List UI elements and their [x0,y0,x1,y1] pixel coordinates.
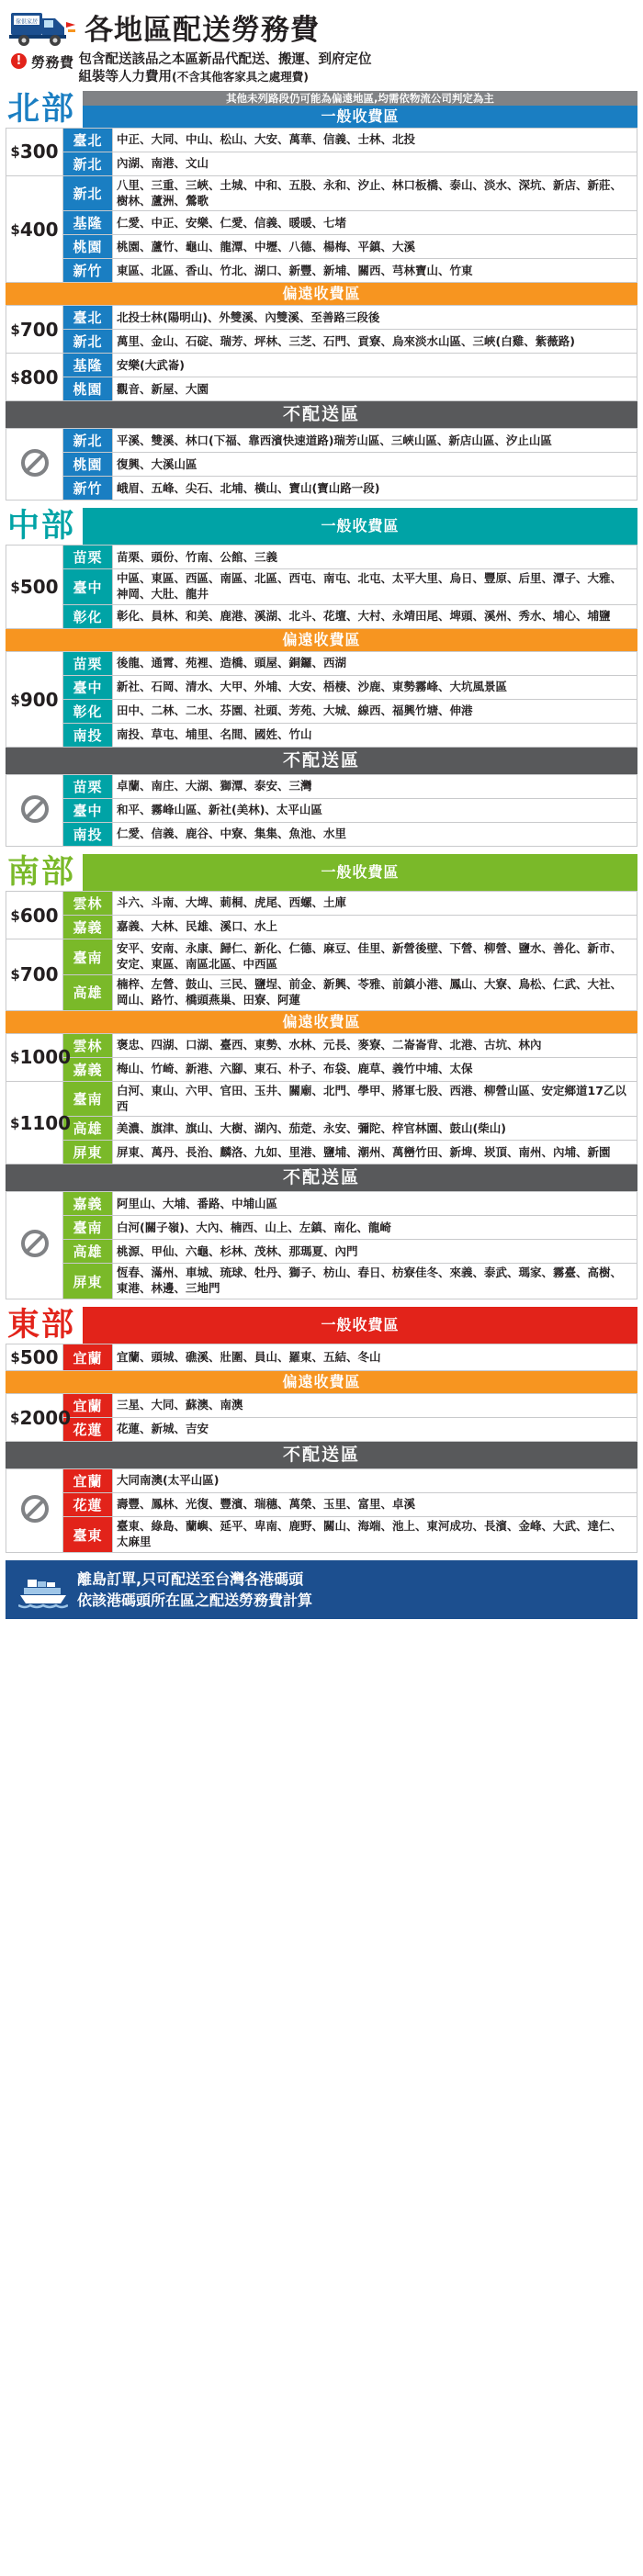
city-cell: 苗栗 [63,652,113,676]
city-cell: 新北 [63,330,113,354]
region-central [6,508,637,847]
areas-cell: 北投士林(陽明山)、外雙溪、內雙溪、至善路三段後 [113,306,637,330]
region-south-name: 南部 [7,854,76,892]
table-row [6,1517,637,1553]
table-row [6,429,637,453]
table-row [6,892,637,916]
city-cell: 桃園 [63,453,113,477]
city-cell: 臺南 [63,1216,113,1240]
table-row [6,775,637,799]
table-row [6,676,637,700]
areas-cell: 白河、東山、六甲、官田、玉井、關廟、北門、學甲、將軍七股、西港、柳營山區、安定鄉道17乙以西 [113,1081,637,1117]
city-cell: 宜蘭 [63,1394,113,1418]
table-row [6,128,637,152]
region-north-head [6,91,637,128]
areas-cell: 新社、石岡、清水、大甲、外埔、大安、梧棲、沙鹿、東勢霧峰、大坑風景區 [113,676,637,700]
table-row [6,1216,637,1240]
table-row [6,235,637,259]
areas-cell: 臺東、綠島、蘭嶼、延平、卑南、鹿野、關山、海端、池上、東河成功、長濱、金峰、大武、達仁、太麻里 [113,1517,637,1553]
south-nodelivery-header: 不配送區 [6,1164,637,1191]
city-cell: 臺中 [63,676,113,700]
table-row [6,569,637,605]
areas-cell: 田中、二林、二水、芬園、社頭、芳苑、大城、線西、福興竹塘、伸港 [113,700,637,724]
city-cell: 臺中 [63,569,113,605]
table-row [6,823,637,847]
areas-cell: 恆春、滿州、車城、琉球、牡丹、獅子、枋山、春日、枋寮佳冬、來義、泰武、瑪家、霧臺、高樹、東港、林邊、三地門 [113,1264,637,1299]
no-delivery-icon [6,429,63,501]
areas-cell: 卓蘭、南庄、大湖、獅潭、泰安、三灣 [113,775,637,799]
region-south-head [6,854,637,891]
region-east-head [6,1307,637,1344]
areas-cell: 峨眉、五峰、尖石、北埔、橫山、寶山(寶山路一段) [113,477,637,501]
north-nodelivery-table [6,428,637,501]
table-row [6,354,637,377]
table-row [6,1264,637,1299]
city-cell: 高雄 [63,1117,113,1141]
areas-cell: 嘉義、大林、民雄、溪口、水上 [113,916,637,939]
footer-banner [6,1560,637,1619]
areas-cell: 南投、草屯、埔里、名間、國姓、竹山 [113,724,637,748]
city-cell: 花蓮 [63,1418,113,1442]
city-cell: 臺南 [63,1081,113,1117]
areas-cell: 苗栗、頭份、竹南、公館、三義 [113,546,637,569]
region-east-name: 東部 [7,1307,76,1344]
table-row [6,306,637,330]
table-row [6,453,637,477]
areas-cell: 桃源、甲仙、六龜、杉林、茂林、那瑪夏、內門 [113,1240,637,1264]
areas-cell: 斗六、斗南、大埤、莿桐、虎尾、西螺、土庫 [113,892,637,916]
table-row [6,1493,637,1517]
east-nodelivery-table [6,1468,637,1553]
central-remote-table [6,651,637,748]
table-row [6,799,637,823]
central-nodelivery-table [6,774,637,847]
areas-cell: 安樂(大武崙) [113,354,637,377]
city-cell: 彰化 [63,605,113,629]
areas-cell: 屏東、萬丹、長治、麟洛、九如、里港、鹽埔、潮州、萬巒竹田、新埤、崁頂、南州、內埔、新園 [113,1141,637,1164]
city-cell: 桃園 [63,377,113,401]
north-normal-zone-header: 一般收費區 [83,106,637,128]
table-row [6,377,637,401]
city-cell: 彰化 [63,700,113,724]
table-row [6,1057,637,1081]
table-row [6,330,637,354]
table-row [6,259,637,283]
areas-cell: 東區、北區、香山、竹北、湖口、新豐、新埔、關西、芎林寶山、竹東 [113,259,637,283]
areas-cell: 楠梓、左營、鼓山、三民、鹽埕、前金、新興、苓雅、前鎮小港、鳳山、大寮、鳥松、仁武、大社、岡山、路竹、橋頭燕巢、田寮、阿蓮 [113,974,637,1010]
city-cell: 臺中 [63,799,113,823]
city-cell: 高雄 [63,974,113,1010]
areas-cell: 平溪、雙溪、林口(下福、靠西濱快速道路)瑞芳山區、三峽山區、新店山區、汐止山區 [113,429,637,453]
price-cell: $700 [6,939,63,1011]
region-south [6,854,637,1299]
table-row [6,700,637,724]
city-cell: 宜蘭 [63,1469,113,1493]
price-cell: $2000 [6,1394,63,1442]
south-normal-zone-header: 一般收費區 [83,854,637,891]
table-row [6,916,637,939]
north-remote-zone-header: 偏遠收費區 [6,283,637,305]
areas-cell: 中區、東區、西區、南區、北區、西屯、南屯、北屯、太平大里、烏日、豐原、后里、潭子、大雅、神岡、大肚、龍井 [113,569,637,605]
areas-cell: 八里、三重、三峽、土城、中和、五股、永和、汐止、林口板橋、泰山、淡水、深坑、新店、新莊、樹林、蘆洲、鶯歌 [113,175,637,211]
areas-cell: 觀音、新屋、大園 [113,377,637,401]
city-cell: 苗栗 [63,546,113,569]
areas-cell: 阿里山、大埔、番路、中埔山區 [113,1192,637,1216]
city-cell: 南投 [63,724,113,748]
region-north [6,91,637,501]
areas-cell: 壽豐、鳳林、光復、豐濱、瑞穗、萬榮、玉里、富里、卓溪 [113,1493,637,1517]
areas-cell: 萬里、金山、石碇、瑞芳、坪林、三芝、石門、貢寮、烏來淡水山區、三峽(白雞、紫薇路) [113,330,637,354]
price-cell: $900 [6,652,63,748]
delivery-truck-icon [9,6,77,48]
south-remote-zone-header: 偏遠收費區 [6,1011,637,1033]
areas-cell: 桃園、蘆竹、龜山、龍潭、中壢、八德、楊梅、平鎮、大溪 [113,235,637,259]
fee-note-line2: 組裝等人力費用 [78,69,173,84]
table-row [6,974,637,1010]
price-cell: $700 [6,306,63,354]
city-cell: 屏東 [63,1141,113,1164]
city-cell: 臺東 [63,1517,113,1553]
east-remote-zone-header: 偏遠收費區 [6,1371,637,1393]
north-remote-table [6,305,637,401]
no-delivery-icon [6,1192,63,1299]
north-normal-table [6,128,637,284]
city-cell: 屏東 [63,1264,113,1299]
table-row [6,211,637,235]
areas-cell: 彰化、員林、和美、鹿港、溪湖、北斗、花壇、大村、永靖田尾、埤頭、溪州、秀水、埔心、埔鹽 [113,605,637,629]
south-remote-table [6,1033,637,1165]
city-cell: 苗栗 [63,775,113,799]
areas-cell: 三星、大同、蘇澳、南澳 [113,1394,637,1418]
areas-cell: 美濃、旗津、旗山、大樹、湖內、茄萣、永安、彌陀、梓官林園、鼓山(柴山) [113,1117,637,1141]
city-cell: 基隆 [63,354,113,377]
price-cell: $500 [6,546,63,629]
areas-cell: 仁愛、信義、鹿谷、中寮、集集、魚池、水里 [113,823,637,847]
east-normal-zone-header: 一般收費區 [83,1307,637,1344]
city-cell: 南投 [63,823,113,847]
areas-cell: 和平、霧峰山區、新社(美林)、太平山區 [113,799,637,823]
region-central-name: 中部 [7,508,76,546]
city-cell: 花蓮 [63,1493,113,1517]
table-row [6,1344,637,1371]
areas-cell: 宜蘭、頭城、礁溪、壯圍、員山、羅東、五結、冬山 [113,1344,637,1371]
price-cell: $300 [6,128,63,175]
city-cell: 基隆 [63,211,113,235]
table-row [6,652,637,676]
disclaimer-banner: 其他未列路段仍可能為偏遠地區,均需依物流公司判定為主 [83,91,637,106]
east-normal-table [6,1344,637,1371]
footer-line-1: 離島訂單,只可配送至台灣各港碼頭 [77,1569,304,1588]
city-cell: 雲林 [63,1033,113,1057]
areas-cell: 褒忠、四湖、口湖、臺西、東勢、水林、元長、麥寮、二崙崙背、北港、古坑、林內 [113,1033,637,1057]
table-row [6,605,637,629]
city-cell: 雲林 [63,892,113,916]
city-cell: 新北 [63,429,113,453]
city-cell: 臺北 [63,128,113,152]
city-cell: 新竹 [63,259,113,283]
city-cell: 臺北 [63,306,113,330]
exclamation-icon: ! [11,53,27,69]
table-row [6,152,637,175]
south-nodelivery-table [6,1191,637,1299]
table-row [6,1141,637,1164]
central-remote-zone-header: 偏遠收費區 [6,629,637,651]
cargo-ship-icon [18,1570,68,1609]
table-row [6,939,637,975]
table-row [6,1469,637,1493]
areas-cell: 白河(關子嶺)、大內、楠西、山上、左鎮、南化、龍崎 [113,1216,637,1240]
table-row [6,1117,637,1141]
page-header [6,0,637,50]
north-nodelivery-header: 不配送區 [6,401,637,428]
east-remote-table [6,1393,637,1442]
city-cell: 新竹 [63,477,113,501]
no-delivery-icon [6,775,63,847]
fee-note-label: 勞務費 [31,54,74,71]
areas-cell: 梅山、竹崎、新港、六腳、東石、朴子、布袋、鹿草、義竹中埔、太保 [113,1057,637,1081]
areas-cell: 中正、大同、中山、松山、大安、萬華、信義、士林、北投 [113,128,637,152]
areas-cell: 大同南澳(太平山區) [113,1469,637,1493]
city-cell: 新北 [63,175,113,211]
footer-text [77,1569,312,1611]
areas-cell: 安平、安南、永康、歸仁、新化、仁德、麻豆、佳里、新營後壁、下營、柳營、鹽水、善化、新市、安定、東區、南區北區、中西區 [113,939,637,975]
areas-cell: 內湖、南港、文山 [113,152,637,175]
table-row [6,1394,637,1418]
table-row [6,477,637,501]
city-cell: 桃園 [63,235,113,259]
central-normal-zone-header: 一般收費區 [83,508,637,545]
table-row [6,175,637,211]
table-row [6,1033,637,1057]
city-cell: 嘉義 [63,916,113,939]
south-normal-table [6,891,637,1011]
price-cell: $1000 [6,1033,63,1081]
table-row [6,1192,637,1216]
table-row [6,724,637,748]
table-row [6,1081,637,1117]
price-cell: $600 [6,892,63,939]
table-row [6,1418,637,1442]
table-row [6,546,637,569]
fee-note-line1: 包含配送該品之本區新品代配送、搬運、到府定位 [78,52,372,67]
page-title: 各地區配送勞務費 [85,13,320,47]
city-cell: 臺南 [63,939,113,975]
price-cell: $800 [6,354,63,401]
fee-note [6,50,637,91]
fee-note-text [79,51,372,86]
price-cell: $400 [6,175,63,283]
region-east [6,1307,637,1553]
city-cell: 嘉義 [63,1192,113,1216]
areas-cell: 後龍、通霄、苑裡、造橋、頭屋、銅鑼、西湖 [113,652,637,676]
city-cell: 宜蘭 [63,1344,113,1371]
region-central-head [6,508,637,545]
city-cell: 新北 [63,152,113,175]
central-nodelivery-header: 不配送區 [6,748,637,774]
price-cell: $500 [6,1344,63,1371]
table-row [6,1240,637,1264]
east-nodelivery-header: 不配送區 [6,1442,637,1468]
price-cell: $1100 [6,1081,63,1164]
footer-line-2: 依該港碼頭所在區之配送勞務費計算 [77,1592,313,1610]
city-cell: 嘉義 [63,1057,113,1081]
areas-cell: 復興、大溪山區 [113,453,637,477]
areas-cell: 仁愛、中正、安樂、仁愛、信義、暖暖、七堵 [113,211,637,235]
city-cell: 高雄 [63,1240,113,1264]
svg-text:傢俱家居: 傢俱家居 [15,18,39,26]
no-delivery-icon [6,1469,63,1553]
areas-cell: 花蓮、新城、吉安 [113,1418,637,1442]
fee-note-sub: (不含其他客家具之處理費) [172,69,309,84]
region-north-name: 北部 [7,90,76,128]
central-normal-table [6,545,637,629]
